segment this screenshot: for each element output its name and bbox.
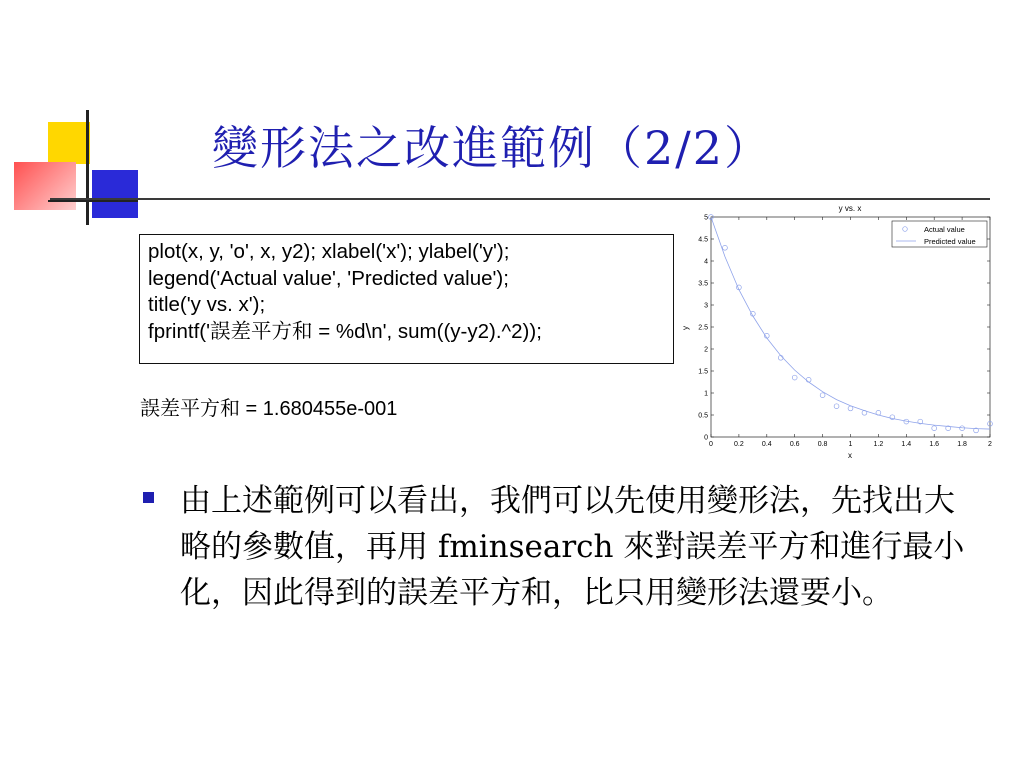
- result-output: 誤差平方和 = 1.680455e-001: [140, 398, 398, 420]
- actual-value-point: [792, 375, 797, 380]
- chart-legend: [892, 221, 987, 247]
- x-axis-label: x: [848, 451, 852, 460]
- decor-blue-square: [92, 170, 138, 218]
- actual-value-point: [820, 393, 825, 398]
- plot-frame: [711, 217, 990, 437]
- x-tick-label: 0.6: [789, 441, 800, 448]
- x-tick-label: 1: [848, 441, 853, 448]
- y-tick-label: 0.5: [698, 412, 708, 420]
- predicted-value-line: [711, 217, 990, 429]
- decor-vertical-line: [86, 110, 89, 225]
- y-tick-label: 1: [704, 390, 708, 398]
- x-tick-label: 1.2: [873, 441, 884, 448]
- y-axis-label: y: [681, 326, 690, 330]
- chart-title: y vs. x: [838, 204, 862, 213]
- bullet-marker: [143, 492, 154, 503]
- y-tick-label: 2: [704, 346, 708, 354]
- x-tick-label: 1.4: [901, 441, 912, 448]
- code-line: title('y vs. x');: [148, 293, 266, 316]
- slide-title: 變形法之改進範例（2/2）: [212, 121, 773, 175]
- y-tick-label: 2.5: [698, 324, 708, 332]
- x-tick-label: 0.8: [817, 441, 828, 448]
- y-tick-label: 3.5: [698, 280, 708, 288]
- x-tick-label: 0.4: [761, 441, 772, 448]
- chart: [680, 200, 1000, 465]
- code-line: fprintf('誤差平方和 = %d\n', sum((y-y2).^2));: [148, 319, 542, 343]
- bullet-text: 由上述範例可以看出，我們可以先使用變形法，先找出大略的參數值，再用 fminsearch 來對誤差平方和進行最小化，因此得到的誤差平方和，比只用變形法還要小。: [180, 483, 965, 611]
- decor-horizontal-line: [48, 200, 138, 202]
- y-tick-label: 4.5: [698, 236, 708, 244]
- actual-value-point: [834, 404, 839, 409]
- y-tick-label: 4: [704, 258, 708, 266]
- actual-value-point: [932, 426, 937, 431]
- decor-yellow-square: [48, 122, 90, 164]
- y-tick-label: 3: [704, 302, 708, 310]
- x-tick-label: 0.2: [734, 441, 744, 448]
- actual-value-point: [723, 245, 728, 250]
- code-box: [139, 234, 674, 364]
- code-line: legend('Actual value', 'Predicted value');: [148, 266, 509, 290]
- legend-label: Predicted value: [924, 237, 976, 246]
- y-tick-label: 0: [704, 434, 708, 442]
- x-tick-label: 2: [988, 441, 992, 448]
- code-line: plot(x, y, 'o', x, y2); xlabel('x'); ylabel('y');: [148, 240, 510, 263]
- legend-label: Actual value: [924, 225, 965, 234]
- y-tick-label: 5: [704, 214, 708, 222]
- y-tick-label: 1.5: [698, 368, 708, 376]
- x-tick-label: 1.6: [929, 441, 940, 448]
- decor-red-square: [14, 162, 76, 210]
- x-tick-label: 0: [709, 441, 713, 448]
- x-tick-label: 1.8: [957, 441, 967, 448]
